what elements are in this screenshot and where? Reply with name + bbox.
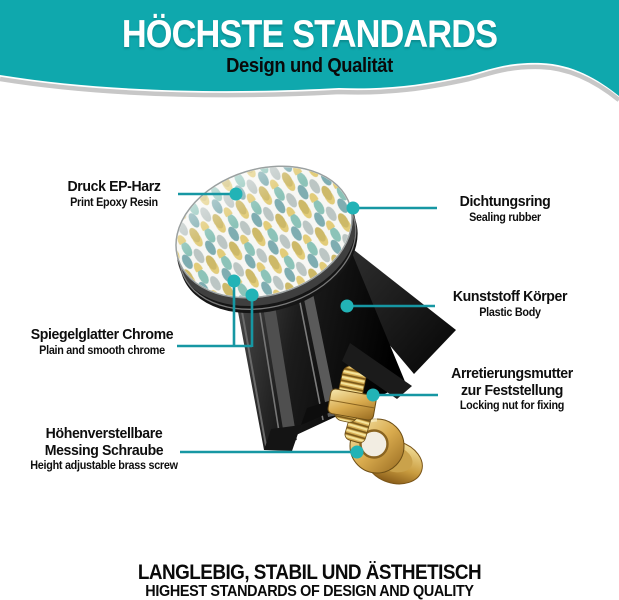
- callout-label-druck-ep-harz: [28, 179, 200, 210]
- callout-title: Kunststoff Körper: [452, 288, 568, 305]
- callout-dot-dichtung: [347, 202, 360, 215]
- callout-subtitle: Sealing rubber: [469, 211, 541, 224]
- callout-subtitle: Plastic Body: [479, 306, 541, 319]
- banner-title: HÖCHSTE STANDARDS: [121, 13, 498, 56]
- callout-label-kunststoff-koerper: [430, 289, 590, 320]
- callout-title: Arretierungsmutter zur Feststellung: [451, 365, 573, 399]
- banner-subtitle: Design und Qualität: [226, 55, 393, 77]
- callout-dot-druck: [230, 188, 243, 201]
- callout-title: Dichtungsring: [459, 193, 551, 210]
- callout-label-dichtungsring: [425, 194, 585, 225]
- callout-label-arretierungsmutter: [436, 366, 588, 413]
- callout-label-spiegelglatter-chrome: [16, 327, 188, 358]
- callout-subtitle: Height adjustable brass screw: [30, 460, 178, 472]
- callout-dot-kunststoff: [341, 300, 354, 313]
- callout-title: Höhenverstellbare Messing Schraube: [44, 425, 164, 459]
- footer-tagline-de: LANGLEBIG, STABIL UND ÄSTHETISCH: [137, 561, 482, 584]
- callout-subtitle: Print Epoxy Resin: [70, 196, 158, 209]
- callout-subtitle: Locking nut for fixing: [459, 400, 565, 412]
- callout-dot-arretierung: [367, 389, 380, 402]
- callout-dot-spiegel-2: [246, 289, 259, 302]
- callout-dot-spiegel-1: [228, 275, 241, 288]
- callout-title: Spiegelglatter Chrome: [30, 326, 174, 343]
- callout-label-hoehenverstellbare: [20, 426, 188, 473]
- callout-subtitle: Plain and smooth chrome: [39, 344, 165, 357]
- footer-tagline-en: HIGHEST STANDARDS OF DESIGN AND QUALITY: [145, 583, 474, 600]
- callout-dot-hoehe: [351, 446, 364, 459]
- callout-title: Druck EP-Harz: [67, 178, 161, 195]
